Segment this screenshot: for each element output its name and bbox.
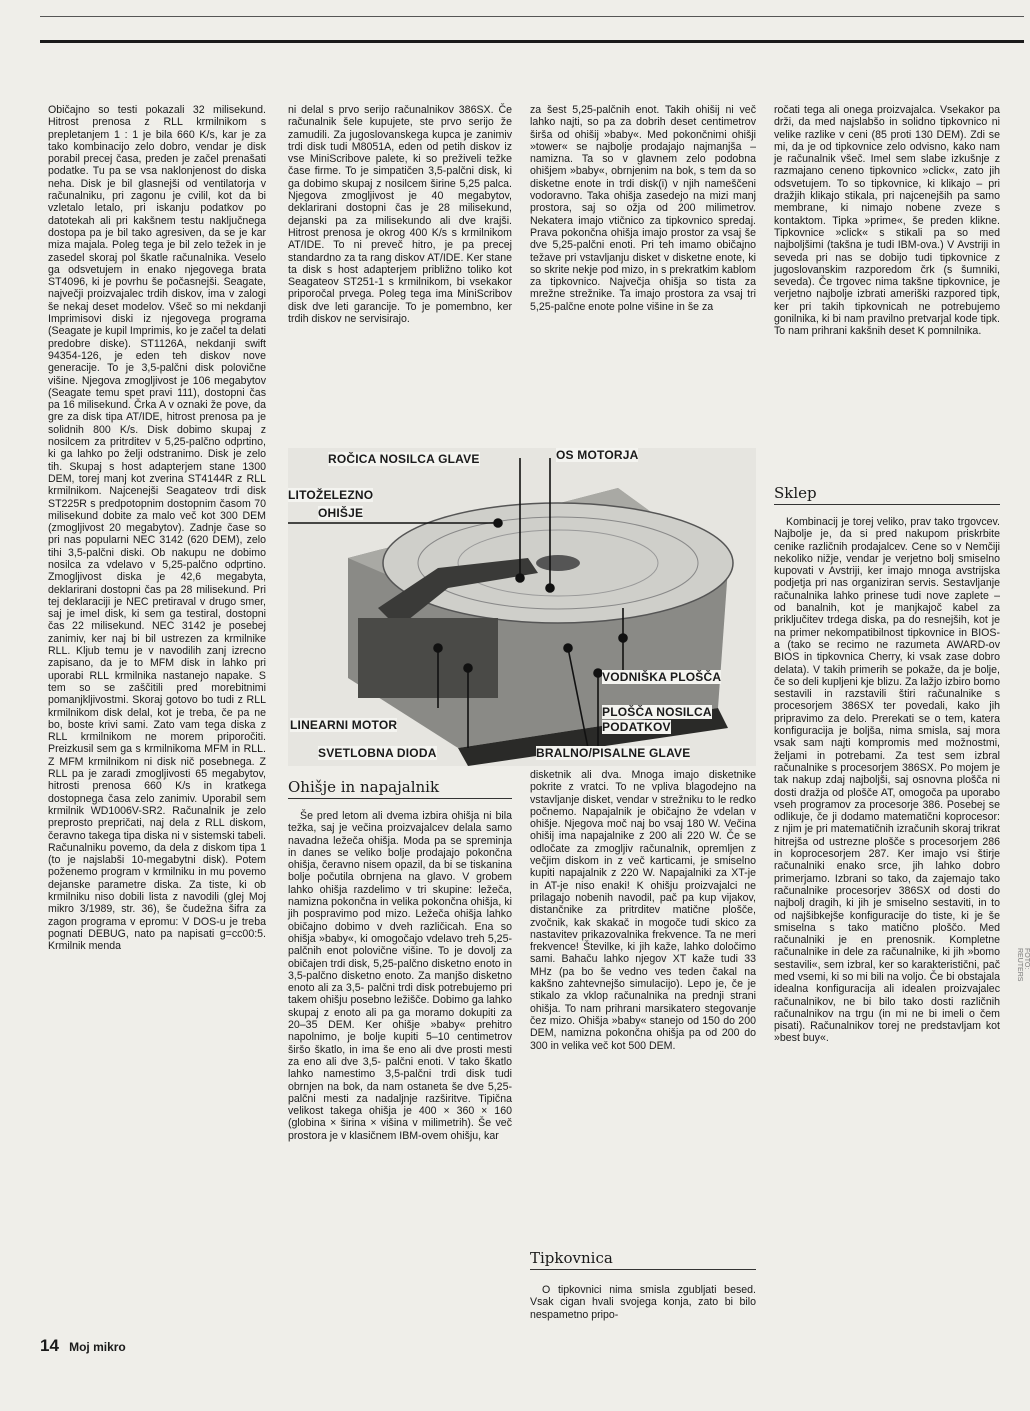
- column-2-bottom: [288, 810, 512, 1142]
- column-1: [48, 104, 266, 952]
- col4-text: ročati tega ali onega proizvajalca. Vsekakor pa drži, da med najslabšo in solidno tipkovnico ni velike razlike v ceni (85 proti 130 DEM). Zdi se mi, da je od tipkovnice zelo odvisno, kako nam je računalnik všeč. Imel sem slabe izkušnje z razmajano ceneno tipkovnico »click«, zato jih odsvetujem. To so tipkovnice, ki klikajo – pri dražjih klikajo stikala, pri najcenejših pa samo membrane, ki nimajo nobene zveze s kontaktom. Tipka »prime«, še preden klikne. Tipkovnice »click« s stikali pa so med najboljšimi (takšna je tudi IBM-ova.) V Avstriji in seveda pri nas se dobijo tudi tipkovnice z jugoslovanskim razporedom črk (s šumniki, seveda). Če trgovec nima takšne tipkovnice, je verjetno najbolje izbrati ameriški razpored tipk, ker pri takih tipkovnicah ne potrebujemo gonilnika, ki bi nam pravilno pretvarjal kode tipk. To nam prihrani kakšnih deset K pomnilnika.: [774, 104, 1000, 338]
- page-footer: [40, 1336, 126, 1356]
- col2-text: ni delal s prvo serijo računalnikov 386SX. Če računalnik šele kupujete, ste prvo serijo že zamudili. Za jugoslovanskega kupca je zanimiv trdi disk tudi M8051A, eden od petih diskov iz vse MiniScribove palete, ki so preživeli težke čase firme. To je simpatičen 3,5-palčni disk, ki ga dobimo skupaj z nosilcem širine 5,25 palca. Njegova zmogljivost je 40 megabytov, deklarirani dostopni čas je 28 milisekund, dejanski pa za milisekundo ali dve krajši. Hitrost prenosa je okrog 400 K/s s krmilnikom AT/IDE. To ni preveč hitro, je pa precej standardno za ta rang diskov AT/IDE. Ker stane ta disk s host adapterjem približno toliko kot Seagateov ST251-1 s krmilnikom, bi vsekakor priporočal prvega. Poleg tega ima MiniScribov disk dve leti garancije. To je pomembno, ker trdih diskov ne servisirajo.: [288, 104, 512, 326]
- col3b-text: disketnik ali dva. Mnoga imajo disketnike pokrite z vratci. To ne vpliva blagodejno na vstavljanje disket, vendar v strežniku to le redko počnemo. Napajalnik je običajno že vdelan v ohišje. Njegova moč naj bo vsaj 180 W. Večina ohišij ima napajalnike z 200 ali 220 W. Če se odločate za zmogljiv računalnik, opremljen z večjim diskom in z več karticami, je smiselno kupiti napajalnik z 220 W. Napajalniki za XT-je in AT-je niso enaki! K ohišju proizvajalci ne prilagajo nobenih navodil, pač pa kup vijakov, distančnike za pritrditev matične plošče, zvočnik, kak skakač in mogoče tudi skico za nastavitev prikazovalnika frekvence. Ta ne meri frekvence! Številke, ki jih kaže, lahko določimo sami. Bahaču lahko njegov XT kaže tudi 33 MHz (pa bo še vedno ves teden čakal na kakšno zahtevnejšo simulacijo). Lepo je, če je stikalo za vklop računalnika na prednji strani ohišja. To nam prihrani marsikatero stegovanje čez mizo. Ohišja »baby« stanejo od 150 do 200 DEM, namizna pokončna ohišja pa od 200 do 300 in velika več kot 500 DEM.: [530, 769, 756, 1052]
- section-heading-sklep: Sklep: [774, 482, 1000, 505]
- col2b-text: Še pred letom ali dvema izbira ohišja ni bila težka, saj je večina proizvajalcev delala samo navadna ležeča ohišja. Moda pa se spreminja in danes se veliko bolje prodajajo pokončna ohišja, čeravno nisem opazil, da bi se tiskanina bolje počutila obrnjena na glavo. V grobem lahko ohišja razdelimo v tri skupine: ležeča, namizna pokončna in velika pokončna ohišja, ki jih pospravimo pod mizo. Ležeča ohišja lahko običajno dobimo v dveh različicah. Ena so ohišja »baby«, ki omogočajo vdelavo treh 5,25-palčnih enot polovične višine. To je dovolj za običajen trdi disk, 5,25-palčno disketno enoto in 3,5-palčno disketno enoto. Za manjšo disketno enoto ali za 3,5- palčni trdi disk potrebujemo pri takem ohišju posebno ležišče. Dobimo ga lahko skupaj z enoto ali pa ga moramo dokupiti za 20–35 DEM. Ker ohišje »baby« prehitro napolnimo, je bolje kupiti 5–10 centimetrov širšo škatlo, in ima še eno ali dve prosti mesti za eno ali dve 3,5- palčni enoti. V tako škatlo lahko namestimo 3,5-palčni trdi disk tudi obrnjen na bok, da nam ostaneta še dve 5,25-palčni mesti za nadaljnje razširitve. Tipična velikost takega ohišja je 400 × 360 × 160 (globina × širina × višina v milimetrih). Še več prostora je v klasičnem IBM-ovem ohišju, kar: [288, 810, 512, 1142]
- label-linearni-motor: LINEARNI MOTOR: [290, 718, 398, 732]
- column-2: [288, 104, 512, 325]
- col1-text: Običajno so testi pokazali 32 milisekund. Hitrost prenosa z RLL krmilnikom s prepletanjem 1 : 1 je bila 660 K/s, kar je za tako kombinacijo zelo dobro, vendar je disk porabil precej časa, preden je začel prenašati podatke. Tu pa se vsa naklonjenost do diska neha. Disk je bil glasnejši od ventilatorja v računalniku, pri zagonu je cvilil, kot da bi vzletalo letalo, pri iskanju podatkov po datotekah ali pri kakšnem testu naključnega dostopa pa je bil tako agresiven, da se je kar miza majala. Poleg tega je bil zelo težek in je zasedel skoraj pol škatle računalnika. Veselo ga odsvetujem in enako njegovega brata ST4096, ki je povrhu še počasnejši. Seagate, največji proizvajalec trdih diskov, ima v zalogi še nekaj deset modelov. Všeč so mi nekdanji Imprimisovi diski iz njegovega programa (Seagate je kupil Imprimis, ko je začel ta delati predobre diske). ST1126A, nekdanji swift 94354-126, je eden teh diskov nove generacije. To je 3,5-palčni disk polovične višine. Njegova zmogljivost je 106 megabytov (Seagate temu spet pravi 111), dostopni čas pa 16 milisekund. Črka A v oznaki že pove, da gre za disk tipa AT/IDE, hitrost prenosa pa je solidnih 800 K/s. Disk dobimo skupaj z nosilcem za pritrditev v 5,25-palčno odprtino, ki ga lahko po želji odstranimo. Disk je zelo tih. Skupaj s host adapterjem stane 1300 DEM, torej manj kot zverina ST4144R z RLL krmilnikom. Najcenejši Seagateov trdi disk ST225R s predpotopnim dostopnim časom 70 milisekund dobite za malo več kot 300 DEM (zmogljivost 20 megabytov). Zadnje čase so pri nas popularni NEC 3142 (620 DEM), zelo tihi 3,5-palčni diski. Ob nakupu ne dobimo nosilca za vdelavo v 5,25-palčno odprtino. Zmogljivost diska je 42,6 megabyta, deklarirani dostopni čas pa 28 milisekund. Pri tej deklaraciji je NEC pretiraval v drugo smer, saj je imel disk, ki sem ga testiral, dostopni čas 22 milisekund. NEC 3142 je posebej zanimiv, ker naj bi bil ustrezen za krmilnike RLL. Kljub temu je v navodilih zanj izrecno zapisano, da je to MFM disk in lahko pri uporabi RLL krmilnika nastanejo napake. S tem so se zaščitili pred morebitnimi pomanjkljivostmi. Skoraj gotovo bo tudi z RLL krmilnikom disk delal, kot je treba, če pa ne bo, boste krivi sami. Zato vam tega diska z RLL krmilnikom ne morem priporočiti. Preizkusil sem ga s krmilnikoma MFM in RLL. Z MFM krmilnikom ni disk nič posebnega. Z RLL pa je zaradi zmogljivosti 65 megabytov, hitrosti prenosa 660 K/s in kratkega dostopnega časa zelo zanimiv. Uporabil sem krmilnik WD1006V-SR2. Računalnik je zelo preprosto prepričati, naj dela z RLL diskom, čeravno takega tipa diska ni v sistemski tabeli. Računalniku povemo, da dela z diskom tipa 1 (to je najslabši 10-megabytni disk). Potem poženemo program v krmilniku in mu povemo dejanske parametre diska. Za tiste, ki ob krmilniku niso dobili lista z navodili (glej Moj mikro 3/1989, str. 36), še čudežna šifra za zagon programa v epromu: V DOS-u je treba pognati DEBUG, nato pa napisati g=cc00:5. Krmilnik menda: [48, 104, 266, 953]
- column-4: [774, 104, 1000, 338]
- top-thick-rule: [40, 40, 1024, 43]
- col3c-text: O tipkovnici nima smisla zgubljati besed. Vsak cigan hvali svojega konja, zato bi bilo nespametno pripo-: [530, 1284, 756, 1321]
- label-rocica-nosilca-glave: ROČICA NOSILCA GLAVE: [328, 452, 480, 466]
- label-vodniska-plosca: VODNIŠKA PLOŠČA: [602, 670, 722, 684]
- label-litozelezno: LITOŽELEZNO: [288, 488, 374, 502]
- label-plosca-nosilca: PLOŠČA NOSILCA: [602, 705, 712, 719]
- label-podatkov: PODATKOV: [602, 720, 671, 734]
- page-number: 14: [40, 1336, 59, 1355]
- column-4-bottom: [774, 516, 1000, 1045]
- label-svetlobna-dioda: SVETLOBNA DIODA: [318, 746, 437, 760]
- label-bralno-pisalne-glave: BRALNO/PISALNE GLAVE: [536, 746, 691, 760]
- section-heading-tipkovnica: Tipkovnica: [530, 1247, 756, 1270]
- col4b-text: Kombinacij je torej veliko, prav tako trgovcev. Najbolje je, da si pred nakupom priskrbite cenike različnih prodajalcev. Cene so v Nemčiji nekoliko nižje, vendar je verjetno bolj smiselno kupovati v Avstriji, ker imajo mnoga avstrijska podjetja pri nas organiziran servis. Sestavljanje računalnika lahko prinese tudi nove zaplete – od banalnih, kot je manjkajoč kabel za priključitev trdega diska, pa do resnejših, kot je na primer nekompatibilnost tipkovnice in BIOS-a (tako se recimo ne razumeta AWARD-ov BIOS in tipkovnica Cherry, ki vsak zase dobro delata). V takih primerih se pokaže, da je bolje, če so deli kupljeni kje blizu. Za lažjo izbiro bomo sestavili in razstavili štiri računalnike s procesorjem 386SX ter povedali, kako jih pripravimo za delo. Prerekati se o tem, katera konfiguracija je boljša, nima smisla, saj mora vsak sam najti kompromis med možnostmi, željami in potrebami. Za test sem izbral računalnike s procesorjem 386SX. Po mojem je tak nakup zdaj najboljši, saj osnovna plošča ni dosti dražja od plošče AT, omogoča pa uporabo vseh programov za procesorje 386. Posebej se odlikuje, če ji dodamo matematični koprocesor: z njim je pri matematičnih izračunih skoraj trikrat hitrejša od ustrezne plošče s procesorjem 286 in koprocesorjem 287. Ker imajo vsi štirje računalniki enako srce, jih lahko dobro primerjamo. Izbrani so tako, da zajemajo tako računalnike procesorjev 386SX od dosti do najbolj dragih, ki jih je smiselno sestaviti, in to od najšibkejše konfiguracije do tiste, ki je še smiselna s tako matično ploščo. Med računalniki je en prenosnik. Kompletne računalnike in dele za računalnike, ki jih »bomo sestavili«, sem izbral, ker so karakteristični, pač med vsemi, ki so mi bili na voljo. Če bi obstajala idealna konfiguracija ali idealen proizvajalec računalnikov, ne bi bilo tako dosti različnih računalnikov na trgu (in mi ne bi imeli o čem pisati). Računalnikov torej ne predstavljam kot »best buy«.: [774, 516, 1000, 1045]
- magazine-name: Moj mikro: [69, 1340, 126, 1354]
- column-3-bottom: [530, 769, 756, 1052]
- label-os-motorja: OS MOTORJA: [556, 448, 639, 462]
- photo-credit: FOTO: REUTERS: [1016, 948, 1030, 982]
- section-heading-ohisje: Ohišje in napajalnik: [288, 776, 512, 799]
- col3-text: za šest 5,25-palčnih enot. Takih ohišij ni več lahko najti, so pa za dobrih deset centimetrov širša od ohišij »baby«. Med pokončnimi ohišji »tower« se najbolje prodajajo najmanjša – namizna. Ta so v glavnem zelo podobna ohišjem »baby«, obrnjenim na bok, s tem da so disketne enote in trdi disk(i) v njih nameščeni vodoravno. Taka ohišja zasedejo na mizi manj prostora, saj so ožja od 200 milimetrov. Nekatera imajo vtičnico za tipkovnico spredaj. Prava pokončna ohišja imajo prostor za vsaj še dve 5,25-palčni enoti. Pri teh imamo običajno težave pri vstavljanju disket v disketne enote, ki so skrite nekje pod mizo, in s prekratkim kablom za tipkovnico. Največja ohišja so tista za mrežne strežnike. Ta imajo prostora za vsaj tri 5,25-palčne enote polne višine in še za: [530, 104, 756, 313]
- column-3: [530, 104, 756, 313]
- top-thin-rule: [40, 16, 1024, 17]
- column-3-tipkovnica: [530, 1284, 756, 1321]
- label-ohisje: OHIŠJE: [318, 506, 364, 520]
